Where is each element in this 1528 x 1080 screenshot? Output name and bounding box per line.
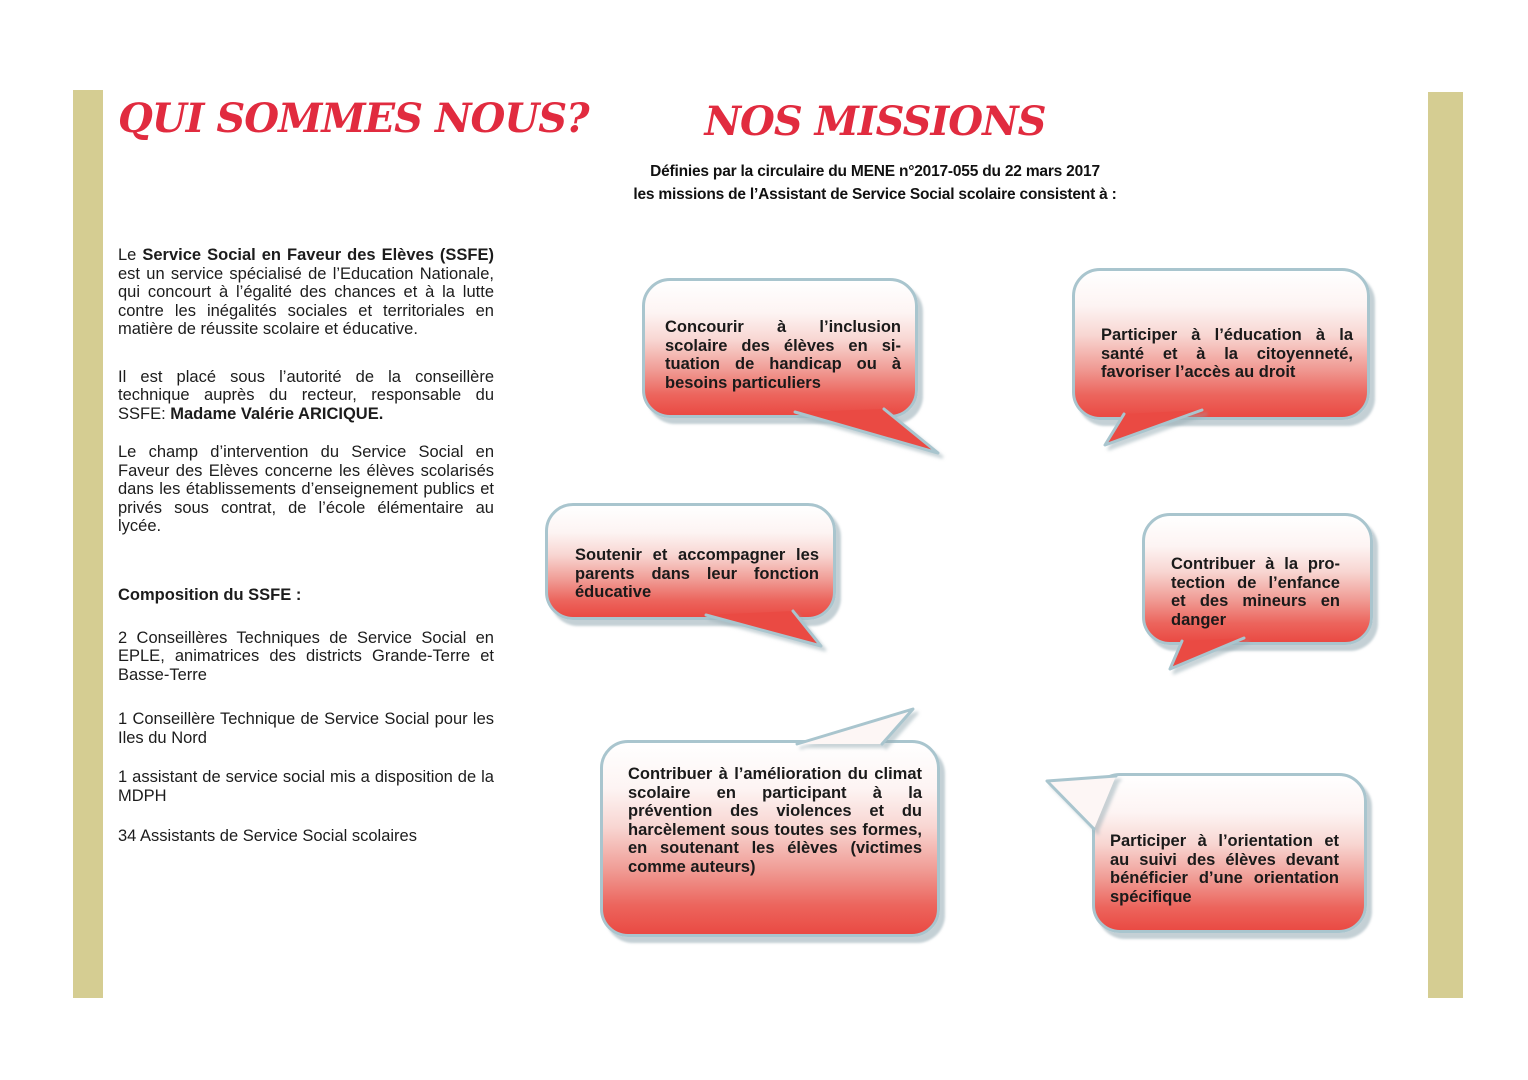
mission-bubble-sante: [1072, 268, 1370, 420]
composition-item: 2 Conseillères Techniques de Service Social en EPLE, animatrices des districts Grande-Terre et Basse-Terre: [118, 628, 494, 684]
who-section: [118, 95, 589, 846]
composition-item: 1 Conseillère Technique de Service Social pour les Iles du Nord: [118, 710, 494, 747]
mission-bubble-protection: [1142, 513, 1373, 645]
mission-bubble-climat: [600, 740, 940, 937]
mission-bubble-text: Participer à l’orientation et au suivi des élèves devant bénéficier d’une orientation spécifique: [1110, 832, 1339, 906]
left-accent-bar: [73, 90, 103, 998]
missions-title: NOS MISSIONS: [704, 98, 1046, 145]
mission-bubble-text: Participer à l’éducation à la santé et à la citoyenneté, favoriser l’accès au droit: [1101, 326, 1353, 381]
mission-bubble-parents: [545, 503, 836, 620]
missions-subtitle-line1: Définies par la circulaire du MENE n°2017-055 du 22 mars 2017: [650, 163, 1100, 180]
bubble-tail-up-right-icon: [797, 709, 913, 744]
mission-bubble-inclusion: [642, 278, 918, 418]
who-paragraph-intro: [118, 246, 494, 339]
composition-item: 1 assistant de service social mis a disposition de la MDPH: [118, 768, 494, 805]
missions-subtitle-line2: les missions de l’Assistant de Service Social scolaire consistent à :: [633, 186, 1117, 203]
who-p2-bold: Madame Valérie ARICIQUE.: [170, 404, 384, 423]
who-paragraph-authority: [118, 368, 494, 424]
composition-item: 34 Assistants de Service Social scolaires: [118, 827, 417, 845]
missions-subtitle: [515, 160, 1235, 206]
who-title: QUI SOMMES NOUS?: [118, 95, 589, 142]
mission-bubble-orientation: [1092, 773, 1367, 933]
who-p1-rest: est un service spécialisé de l’Education Nationale, qui concourt à l’égalité des chances et à la lutte contre les inégalités sociales et territoriales en matière de réussite scolaire et éducative.: [118, 264, 494, 338]
who-p1-lead: Le: [118, 246, 143, 264]
who-p1-bold: Service Social en Faveur des Elèves (SSFE): [142, 246, 494, 264]
who-p2-lead: Il est placé sous l’autorité de la conseillère technique auprès du recteur, responsable du SSFE:: [118, 367, 494, 423]
mission-bubble-text: Soutenir et accompagner les parents dans leur fonction éducative: [575, 546, 819, 601]
mission-bubble-text: Contribuer à la protection de l’enfance et des mineurs en danger: [1171, 555, 1340, 629]
mission-bubble-text: Concourir à l’inclusion scolaire des élèves en situation de handicap ou à besoins particuliers: [665, 318, 901, 392]
right-accent-bar: [1428, 92, 1463, 998]
who-paragraph-scope: Le champ d’intervention du Service Social en Faveur des Elèves concerne les élèves scolarisés dans les établissements d’enseignement publics et privés sous contrat, de l’école élémentaire au lycée.: [118, 443, 494, 535]
mission-bubble-text: Contribuer à l’amélioration du climat scolaire en participant à la prévention des violences et du harcèlement sous toutes ses formes, en soutenant les élèves (victimes comme auteurs): [628, 765, 922, 876]
composition-heading: Composition du SSFE :: [118, 585, 302, 604]
